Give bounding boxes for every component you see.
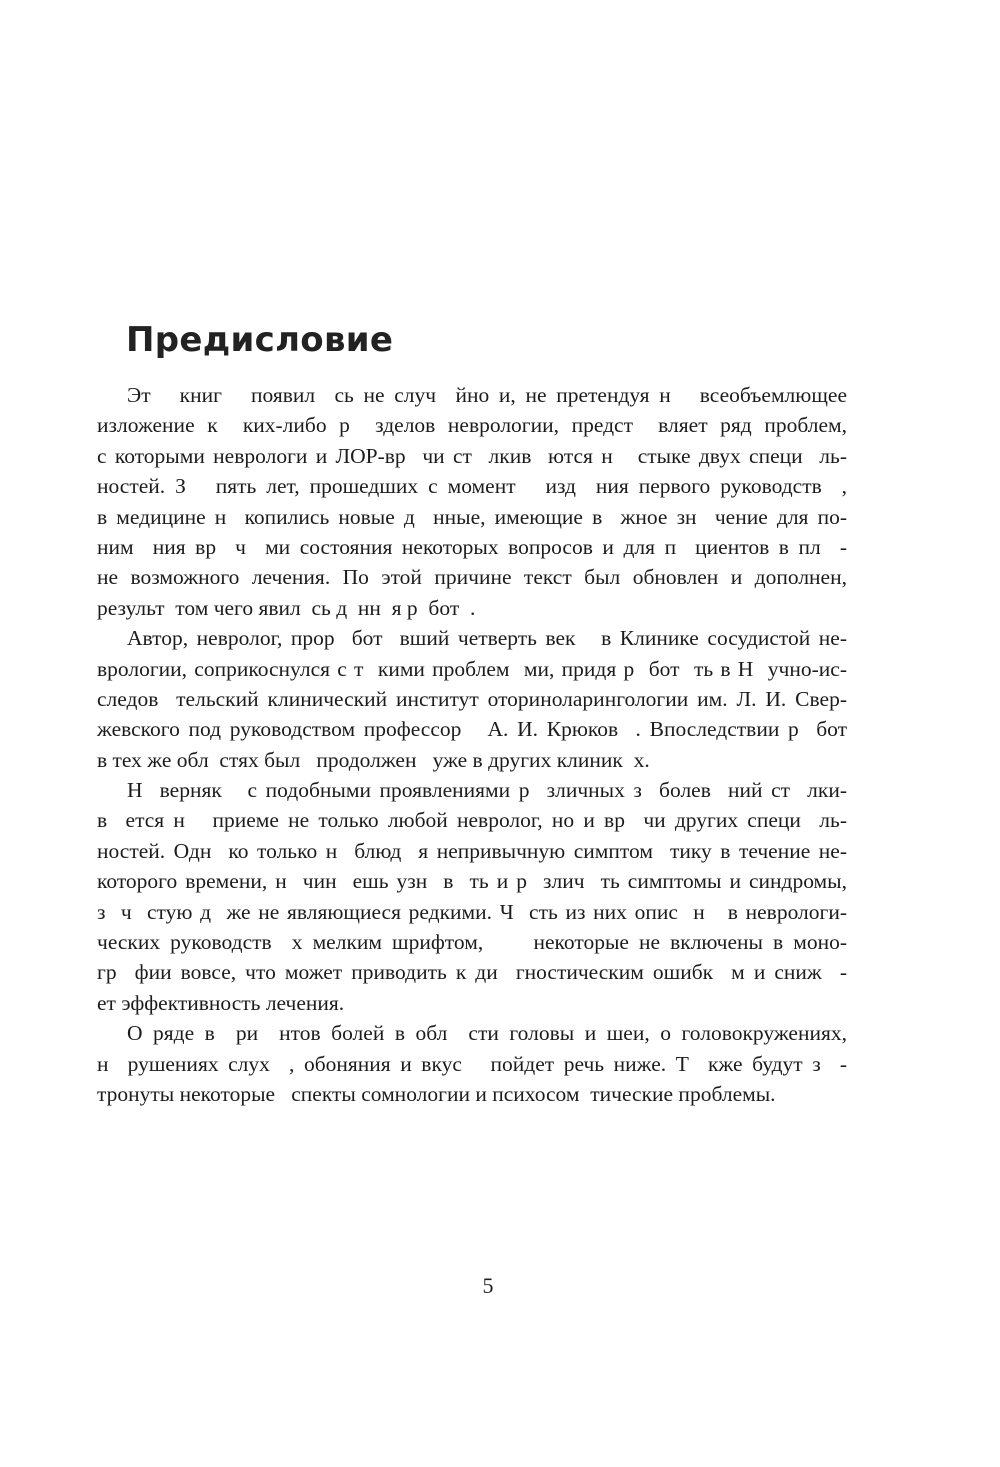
text-line: ним ния вр ч ми состояния некоторых вопросов и для п циентов в пл - [97, 534, 847, 559]
page-title: Предисловие [126, 320, 394, 360]
text-line: с которыми неврологи и ЛОР-вр чи ст лкив ются н стыке двух специ ль- [97, 443, 847, 468]
text-line: в тех же обл стях был продолжен уже в других клиник х. [97, 747, 650, 772]
paragraph-2 [97, 623, 847, 775]
text-line: ностей. З пять лет, прошедших с момент изд ния первого руководств , [97, 474, 847, 499]
body-text [97, 380, 847, 1109]
text-line: ет эффективность лечения. [97, 990, 345, 1015]
text-line: в медицине н копились новые д нные, имеющие в жное зн чение для по- [97, 504, 847, 529]
page-number: 5 [482, 1273, 494, 1298]
text-line: гр фии вовсе, что может приводить к ди гностическим ошибк м и сниж - [97, 960, 847, 985]
text-line: результ том чего явил сь д нн я р бот . [97, 595, 476, 620]
text-line: врологии, соприкоснулся с т кими проблем ми, придя р бот ть в Н учно-ис- [97, 656, 847, 681]
paragraph-1 [97, 380, 847, 623]
text-line: тронуты некоторые спекты сомнологии и психосом тические проблемы. [97, 1081, 776, 1106]
paragraph-4 [97, 1018, 847, 1109]
paragraph-3 [97, 775, 847, 1018]
text-line: Эт книг появил сь не случ йно и, не претендуя н всеобъемлющее [127, 383, 847, 407]
text-line: жевского под руководством профессор А. И. Крюков . Впоследствии р бот [97, 717, 847, 742]
text-line: Автор, невролог, прор бот вший четверть век в Клинике сосудистой не- [127, 626, 847, 651]
text-line: следов тельский клинический институт оториноларингологии им. Л. И. Свер- [97, 686, 847, 711]
text-line: изложение к ких-либо р зделов неврологии, предст вляет ряд проблем, [97, 413, 847, 438]
text-line: которого времени, н чин ешь узн в ть и р злич ть симптомы и синдромы, [97, 869, 847, 894]
text-line: в ется н приеме не только любой невролог, но и вр чи других специ ль- [97, 808, 847, 833]
text-line: О ряде в ри нтов болей в обл сти головы и шеи, о головокружениях, [127, 1021, 847, 1046]
text-line: ческих руководств х мелким шрифтом, некоторые не включены в моно- [97, 930, 847, 955]
text-line: не возможного лечения. По этой причине текст был обновлен и дополнен, [97, 565, 847, 590]
text-line: Н верняк с подобными проявлениями р зличных з болев ний ст лки- [127, 778, 847, 803]
text-line: з ч стую д же не являющиеся редкими. Ч сть из них опис н в неврологи- [97, 899, 847, 924]
text-line: н рушениях слух , обоняния и вкус пойдет речь ниже. Т кже будут з - [97, 1051, 847, 1076]
text-line: ностей. Одн ко только н блюд я непривычную симптом тику в течение не- [97, 838, 847, 863]
